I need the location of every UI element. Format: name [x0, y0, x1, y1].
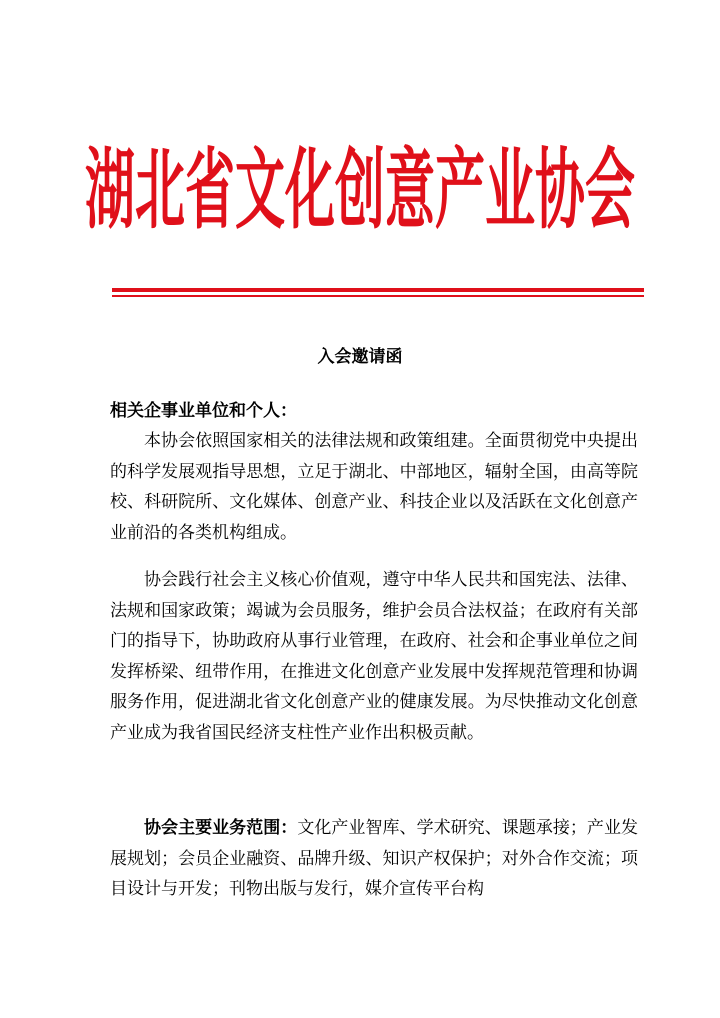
- salutation: 相关企事业单位和个人：: [110, 401, 297, 421]
- paragraph-intro: 本协会依照国家相关的法律法规和政策组建。全面贯彻党中央提出的科学发展观指导思想，立足于湖北、中部地区，辐射全国，由高等院校、科研院所、文化媒体、创意产业、科技企业以及活跃在文化创意产业前沿的各类机构组成。: [110, 431, 638, 543]
- letterhead-rule-thin: [112, 295, 644, 297]
- letterhead: [85, 128, 635, 241]
- letterhead-rule-thick: [112, 288, 644, 292]
- letter-title: 入会邀请函: [317, 347, 403, 367]
- paragraph-business-scope: [110, 813, 638, 905]
- business-scope-heading: 协会主要业务范围：: [144, 818, 298, 838]
- business-scope-text: 文化产业智库、学术研究、课题承接；产业发展规划；会员企业融资、品牌升级、知识产权保护；对外合作交流；项目设计与开发；刊物出版与发行，媒介宣传平台构: [110, 818, 639, 900]
- paragraph-mission: 协会践行社会主义核心价值观，遵守中华人民共和国宪法、法律、法规和国家政策；竭诚为会员服务，维护会员合法权益；在政府有关部门的指导下，协助政府从事行业管理，在政府、社会和企事业单位之间发挥桥梁、纽带作用，在推进文化创意产业发展中发挥规范管理和协调服务作用，促进湖北省文化创意产业的健康发展。为尽快推动文化创意产业成为我省国民经济支柱性产业作出积极贡献。: [110, 570, 638, 743]
- letterhead-title: 湖北省文化创意产业协会: [85, 139, 635, 241]
